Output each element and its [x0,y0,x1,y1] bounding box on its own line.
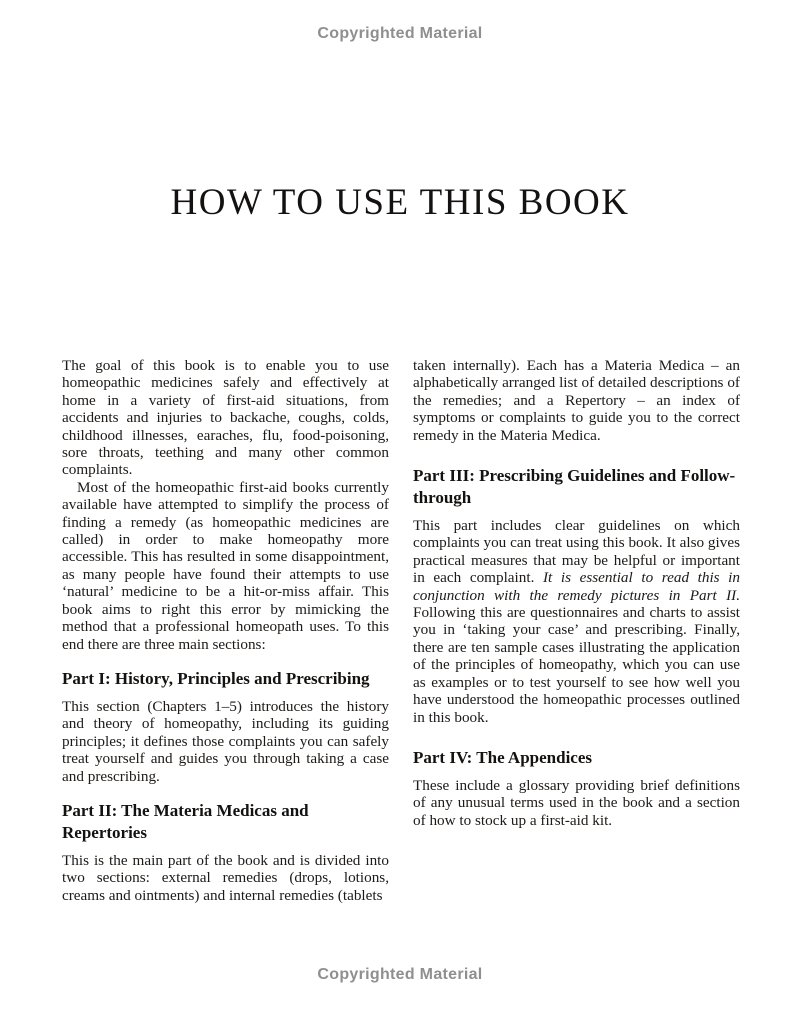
section-heading-part-3: Part III: Prescribing Guidelines and Follow-through [413,466,736,508]
paragraph-part-3-text-continued: Following this are questionnaires and charts to assist you in ‘taking your case’ and prescribing. Finally, there are ten sample cases illustrating the application of the principles of homeopathy, which you can use as examples or to test yourself to see how well you have understood the homeopathic processes outlined in this book. [413,604,740,726]
paragraph-part-3-italic-note: It is essential to read this in conjunction with the remedy pictures in Part II. [413,569,740,604]
copyright-notice-bottom: Copyrighted Material [317,966,483,983]
paragraph-part-3-text: This part includes clear guidelines on which complaints you can treat using this book. It also gives practical measures that may be helpful or important in each complaint. [413,517,740,587]
paragraph-part-4: These include a glossary providing brief definitions of any unusual terms used in the book and a section of how to stock up a first-aid kit. [413,776,740,829]
section-heading-part-4: Part IV: The Appendices [413,747,592,767]
paragraph-part-2-continued: taken internally). Each has a Materia Medica – an alphabetically arranged list of detailed descriptions of the remedies; and a Repertory – an index of symptoms or complaints to guide you to the correct remedy in the Materia Medica. [413,357,740,444]
left-column [62,357,389,904]
paragraph-part-1: This section (Chapters 1–5) introduces the history and theory of homeopathy, including its guiding principles; it defines those complaints you can safely treat yourself and guides you through taking a case and prescribing. [62,697,389,785]
paragraph-part-3 [413,517,740,726]
copyright-notice-top: Copyrighted Material [317,25,483,42]
paragraph-intro: The goal of this book is to enable you to use homeopathic medicines safely and effectively at home in a variety of first-aid situations, from accidents and injuries to backache, coughs, colds, childhood illnesses, earaches, flu, food-poisoning, sore throats, teething and many other common complaints. [62,357,389,479]
section-heading-part-1: Part I: History, Principles and Prescribing [62,668,370,688]
paragraph-part-2: This is the main part of the book and is divided into two sections: external remedies (drops, lotions, creams and ointments) and internal remedies (tablets [62,851,389,904]
text-columns [62,357,740,904]
right-column [413,357,740,904]
section-heading-part-2: Part II: The Materia Medicas and Repertories [62,800,309,842]
paragraph-most-books: Most of the homeopathic first-aid books currently available have attempted to simplify the process of finding a remedy (as homeopathic medicines are called) in order to make homeopathy more accessible. This has resulted in some disappointment, as many people have found their attempts to use ‘natural’ medicine to be a hit-or-miss affair. This book aims to right this error by mimicking the method that a professional homeopath uses. To this end there are three main sections: [62,478,389,653]
page-title: HOW TO USE THIS BOOK [170,182,630,223]
